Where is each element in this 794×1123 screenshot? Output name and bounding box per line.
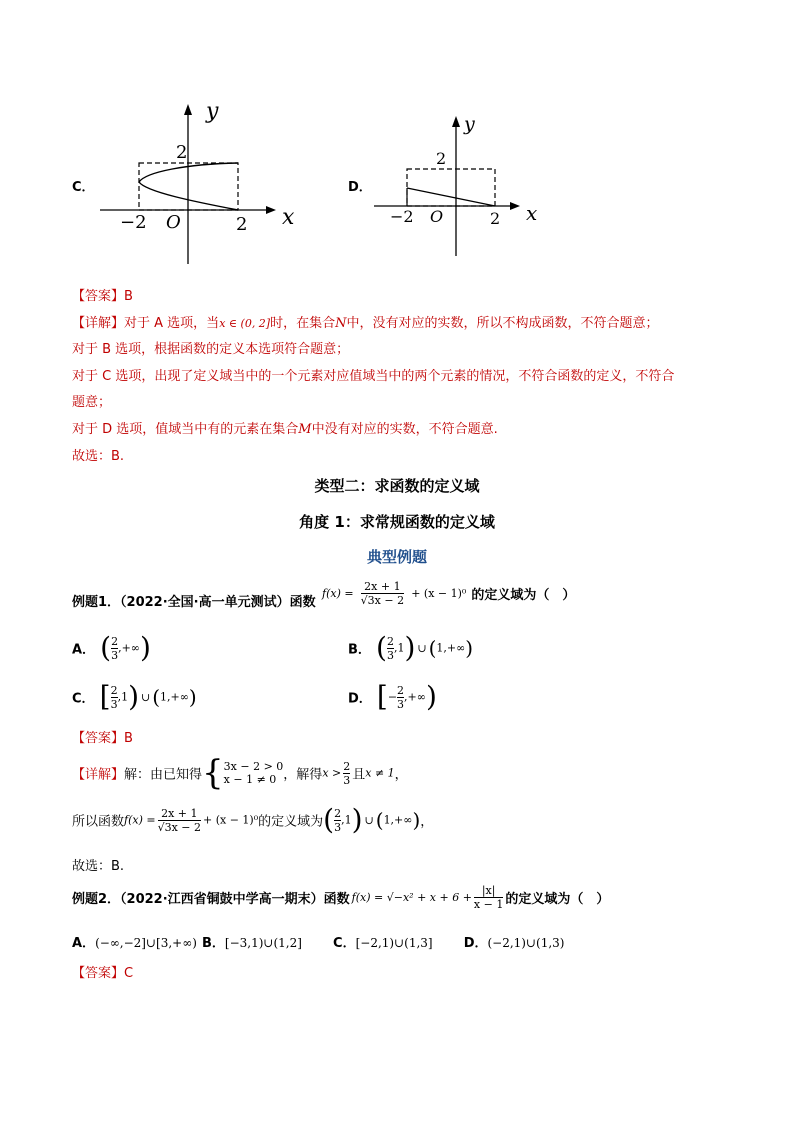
option-label: C． bbox=[333, 936, 356, 951]
detail-text: ，解得 bbox=[283, 767, 323, 783]
frac-den: 3 bbox=[397, 697, 405, 711]
graph-d-tick-2-right: 2 bbox=[490, 209, 501, 228]
detail-text: 且 bbox=[352, 767, 366, 783]
bracket: ) bbox=[139, 631, 151, 664]
answer-value: B bbox=[124, 289, 133, 304]
ex1-conclusion-line bbox=[72, 803, 434, 836]
ex2-options bbox=[72, 932, 565, 951]
answer-tag: 【答案】 bbox=[72, 731, 125, 746]
bracket: ( bbox=[375, 808, 384, 832]
ex1-option-a[interactable] bbox=[72, 631, 151, 664]
system-line-1: 3x − 2 > 0 bbox=[223, 760, 284, 773]
graph-d-segment bbox=[407, 188, 495, 206]
section-angle-title: 角度 1：求常规函数的定义域 bbox=[299, 513, 495, 531]
ex1-frac-den: √3x − 2 bbox=[360, 594, 405, 607]
system-line-2: x − 1 ≠ 0 bbox=[223, 773, 277, 786]
option-label: A． bbox=[72, 642, 96, 658]
ex2-answer-line bbox=[72, 962, 133, 981]
frac-den: 3 bbox=[110, 697, 118, 711]
q0-detail-line-4: 题意； bbox=[72, 395, 112, 410]
ex2-option-b[interactable] bbox=[202, 932, 302, 951]
graph-d-y-label: y bbox=[464, 113, 475, 135]
math-interval: x ∈ (0, 2] bbox=[219, 317, 271, 330]
graph-c-tick-2-right: 2 bbox=[236, 214, 248, 235]
system bbox=[224, 760, 284, 786]
ex2-option-c[interactable] bbox=[333, 932, 433, 951]
frac-num: |x| bbox=[474, 884, 503, 898]
ex1-option-b[interactable] bbox=[348, 631, 474, 664]
interval: 1,+∞ bbox=[436, 641, 466, 655]
ex1-frac-num: 2x + 1 bbox=[361, 580, 404, 594]
interval: 1,+∞ bbox=[383, 813, 413, 827]
ex1-question bbox=[72, 591, 316, 610]
bracket: [ bbox=[376, 680, 388, 713]
ex1-choose-line: 故选：B. bbox=[72, 859, 125, 874]
option-label: D． bbox=[348, 691, 372, 707]
interval-tail: ,1 bbox=[393, 641, 405, 655]
graph-d-tick-neg2: −2 bbox=[390, 207, 414, 226]
option-value: [−2,1)∪(1,3] bbox=[355, 936, 433, 950]
minus: − bbox=[387, 690, 398, 704]
frac-den: 3 bbox=[334, 820, 342, 834]
q0-detail-line-5 bbox=[72, 418, 498, 437]
union: ∪ bbox=[417, 641, 427, 655]
ex1-tail: 的定义域为（ ） bbox=[471, 588, 576, 603]
graph-c-y-arrow bbox=[184, 104, 192, 115]
fraction bbox=[387, 635, 394, 662]
graph-d-y-arrow bbox=[452, 116, 460, 127]
detail-tag: 【详解】 bbox=[72, 767, 125, 783]
answer-value: B bbox=[124, 731, 133, 746]
ex1-source: （2022·全国·高一单元测试）函数 bbox=[120, 595, 316, 610]
bracket: ( bbox=[428, 636, 437, 660]
detail-text: 对于 D 选项，值域当中有的元素在集合 bbox=[72, 422, 299, 437]
fraction bbox=[343, 760, 350, 787]
ex1-option-c[interactable] bbox=[72, 680, 197, 713]
frac-num: 2x + 1 bbox=[158, 807, 201, 821]
detail-text: 对于 A 选项，当 bbox=[124, 316, 220, 331]
ex1-option-d[interactable] bbox=[348, 680, 437, 713]
bracket: ) bbox=[188, 685, 197, 709]
interval: 1,+∞ bbox=[160, 690, 189, 704]
graph-c-x-label: x bbox=[282, 205, 295, 230]
detail-text: 中没有对应的实数，不符合题意. bbox=[311, 422, 498, 437]
interval-tail: ,1 bbox=[341, 813, 352, 827]
ex1-answer-line bbox=[72, 727, 133, 746]
q0-choose-line: 故选：B. bbox=[72, 449, 125, 464]
union: ∪ bbox=[141, 690, 151, 704]
frac-den: x − 1 bbox=[473, 898, 504, 911]
option-label: B． bbox=[348, 642, 371, 658]
detail-text: 时，在集合 bbox=[270, 316, 336, 331]
option-d-label: D． bbox=[348, 180, 372, 195]
ex1-fraction bbox=[361, 580, 404, 607]
option-value: [−3,1)∪(1,2] bbox=[224, 936, 302, 950]
detail-text: 解：由已知得 bbox=[124, 767, 203, 783]
answer-tag: 【答案】 bbox=[72, 289, 125, 304]
ex2-source: （2022·江西省铜鼓中学高一期末）函数 bbox=[120, 892, 350, 907]
bracket: ) bbox=[412, 808, 421, 832]
fraction bbox=[111, 684, 118, 711]
graph-d-x-arrow bbox=[510, 202, 520, 210]
ex1-formula bbox=[322, 580, 575, 607]
interval-tail: ,+∞ bbox=[118, 641, 140, 655]
bracket: ( bbox=[152, 685, 161, 709]
graph-d-dashed-box bbox=[407, 169, 495, 206]
ex1-label: 例题1． bbox=[72, 595, 121, 610]
q0-detail-line-2: 对于 B 选项，根据函数的定义本选项符合题意； bbox=[72, 342, 350, 357]
ex1-fx: f(x) = bbox=[322, 587, 354, 600]
option-value: (−∞,−2]∪[3,+∞) bbox=[95, 936, 197, 950]
interval-tail: ,1 bbox=[117, 690, 129, 704]
graph-c-x-arrow bbox=[266, 206, 276, 214]
graph-c-tick-neg2: −2 bbox=[120, 212, 147, 233]
section-type-title: 类型二：求函数的定义域 bbox=[314, 477, 480, 495]
bracket: ) bbox=[404, 631, 416, 664]
ex2-option-a[interactable] bbox=[72, 932, 197, 951]
fraction bbox=[158, 807, 201, 834]
fraction bbox=[397, 684, 404, 711]
ex2-label: 例题2． bbox=[72, 892, 121, 907]
conclusion-plus: + (x − 1)⁰ bbox=[203, 813, 259, 827]
option-label: B． bbox=[202, 936, 225, 951]
answer-tag: 【答案】 bbox=[72, 966, 125, 981]
ex2-tail: 的定义域为（ ） bbox=[505, 892, 610, 907]
answer-value: C bbox=[124, 966, 134, 981]
bracket: ) bbox=[425, 680, 437, 713]
ex2-fraction bbox=[474, 884, 503, 911]
frac-num: 2 bbox=[110, 683, 118, 697]
frac-num: 2 bbox=[386, 634, 394, 648]
bracket: [ bbox=[99, 680, 111, 713]
ex2-option-d[interactable] bbox=[464, 932, 565, 951]
union: ∪ bbox=[364, 813, 374, 827]
detail-text: ， bbox=[420, 814, 434, 830]
ex2-fx: f(x) = √−x² + x + 6 + bbox=[351, 891, 472, 904]
frac-den: 3 bbox=[386, 648, 394, 662]
conclusion-fx: f(x) = bbox=[124, 813, 156, 827]
option-label: D． bbox=[463, 936, 488, 951]
set-n: N bbox=[335, 316, 347, 331]
bracket: ( bbox=[100, 631, 112, 664]
detail-text: 的定义域为 bbox=[258, 814, 324, 830]
detail-text: 中，没有对应的实数，所以不构成函数，不符合题意； bbox=[346, 316, 659, 331]
frac-num: 2 bbox=[343, 759, 351, 773]
interval-tail: ,+∞ bbox=[404, 690, 426, 704]
solution-ne: x ≠ 1 bbox=[365, 766, 395, 780]
graph-d-x-label: x bbox=[526, 201, 538, 225]
frac-den: 3 bbox=[111, 648, 119, 662]
bracket: ( bbox=[376, 631, 387, 664]
bracket: ) bbox=[465, 636, 474, 660]
ex1-plus: + (x − 1)⁰ bbox=[411, 587, 467, 600]
detail-tag: 【详解】 bbox=[72, 316, 125, 331]
graph-c-y-label: y bbox=[206, 99, 219, 124]
graph-d bbox=[370, 108, 550, 258]
detail-text: ， bbox=[394, 767, 408, 783]
section-examples-title: 典型例题 bbox=[366, 548, 427, 566]
graph-c-origin: O bbox=[166, 212, 181, 233]
q0-detail-line-3: 对于 C 选项，出现了定义域当中的一个元素对应值域当中的两个元素的情况，不符合函数的定义，不符合 bbox=[72, 369, 675, 384]
graph-c bbox=[96, 96, 306, 270]
system-brace: { bbox=[202, 753, 224, 793]
option-label: A． bbox=[72, 936, 96, 951]
option-value: (−2,1)∪(1,3) bbox=[487, 936, 565, 950]
frac-num: 2 bbox=[397, 683, 405, 697]
option-label: C． bbox=[72, 691, 95, 707]
ex1-detail-line bbox=[72, 753, 408, 793]
graph-d-tick-2-top: 2 bbox=[436, 149, 447, 168]
graph-c-tick-2-top: 2 bbox=[176, 142, 188, 163]
frac-num: 2 bbox=[334, 806, 342, 820]
frac-den: 3 bbox=[343, 773, 351, 787]
bracket: ) bbox=[351, 803, 363, 836]
option-c-label: C． bbox=[72, 180, 95, 195]
ex2-question bbox=[72, 884, 609, 911]
solution-x: x > bbox=[322, 766, 342, 780]
frac-num: 2 bbox=[111, 634, 119, 648]
q0-answer-line bbox=[72, 285, 133, 304]
bracket: ) bbox=[128, 680, 140, 713]
frac-den: √3x − 2 bbox=[157, 820, 202, 834]
q0-detail-line-1 bbox=[72, 312, 659, 331]
bracket: ( bbox=[323, 803, 335, 836]
set-m: M bbox=[298, 422, 312, 437]
detail-text: 所以函数 bbox=[72, 814, 125, 830]
graph-d-origin: O bbox=[430, 207, 444, 226]
